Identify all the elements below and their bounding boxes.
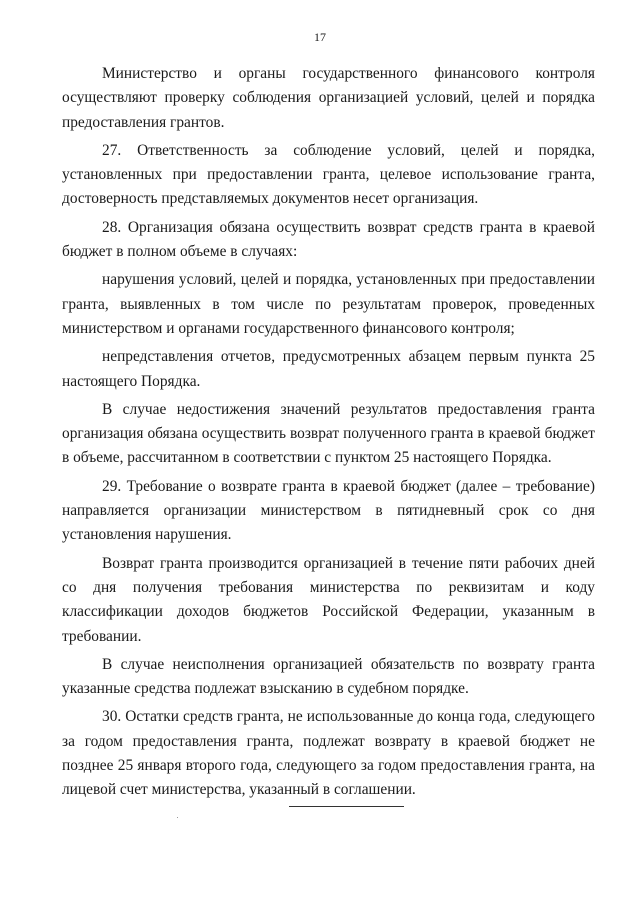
scan-speck xyxy=(177,817,178,818)
paragraph-27-responsibility: 27. Ответственность за соблюдение условий, целей и порядка, установленных при предоставлении гранта, целевое использование гранта, достоверность представляемых документов несет организация. xyxy=(62,141,595,208)
paragraph-30-remaining-funds: 30. Остатки средств гранта, не использованные до конца года, следующего за годом предоставления гранта, подлежат возврату в краевой бюджет не позднее 25 января второго года, следующего за годом предоставления гранта, на лицевой счет министерства, указанный в соглашении. xyxy=(62,708,595,799)
paragraph-return-procedure: Возврат гранта производится организацией в течение пяти рабочих дней со дня получения требования министерства по реквизитам и коду классификации доходов бюджетов Российской Федерации, указанным в требовании. xyxy=(62,554,595,645)
page-number: 17 xyxy=(314,30,326,44)
paragraph-28-return-obligation: 28. Организация обязана осуществить возврат средств гранта в краевой бюджет в полном объеме в случаях: xyxy=(62,218,595,261)
paragraph-29-return-demand: 29. Требование о возврате гранта в краевой бюджет (далее – требование) направляется организации министерством в пятидневный срок со дня установления нарушения. xyxy=(62,477,595,544)
paragraph-control-check: Министерство и органы государственного финансового контроля осуществляют проверку соблюдения организацией условий, целей и порядка предоставления грантов. xyxy=(62,65,595,131)
document-body xyxy=(62,62,595,803)
paragraph-reports-case: непредставления отчетов, предусмотренных абзацем первым пункта 25 настоящего Порядка. xyxy=(62,348,595,390)
end-divider-line xyxy=(289,806,404,807)
paragraph-court-recovery: В случае неисполнения организацией обязательств по возврату гранта указанные средства подлежат взысканию в судебном порядке. xyxy=(62,655,595,698)
paragraph-results-not-achieved: В случае недостижения значений результатов предоставления гранта организация обязана осуществить возврат полученного гранта в краевой бюджет в объеме, рассчитанном в соответствии с пунктом 25 настоящего Порядка. xyxy=(62,400,595,467)
paragraph-violation-case: нарушения условий, целей и порядка, установленных при предоставлении гранта, выявленных в том числе по результатам проверок, проведенных министерством и органами государственного финансового контроля; xyxy=(62,271,595,337)
